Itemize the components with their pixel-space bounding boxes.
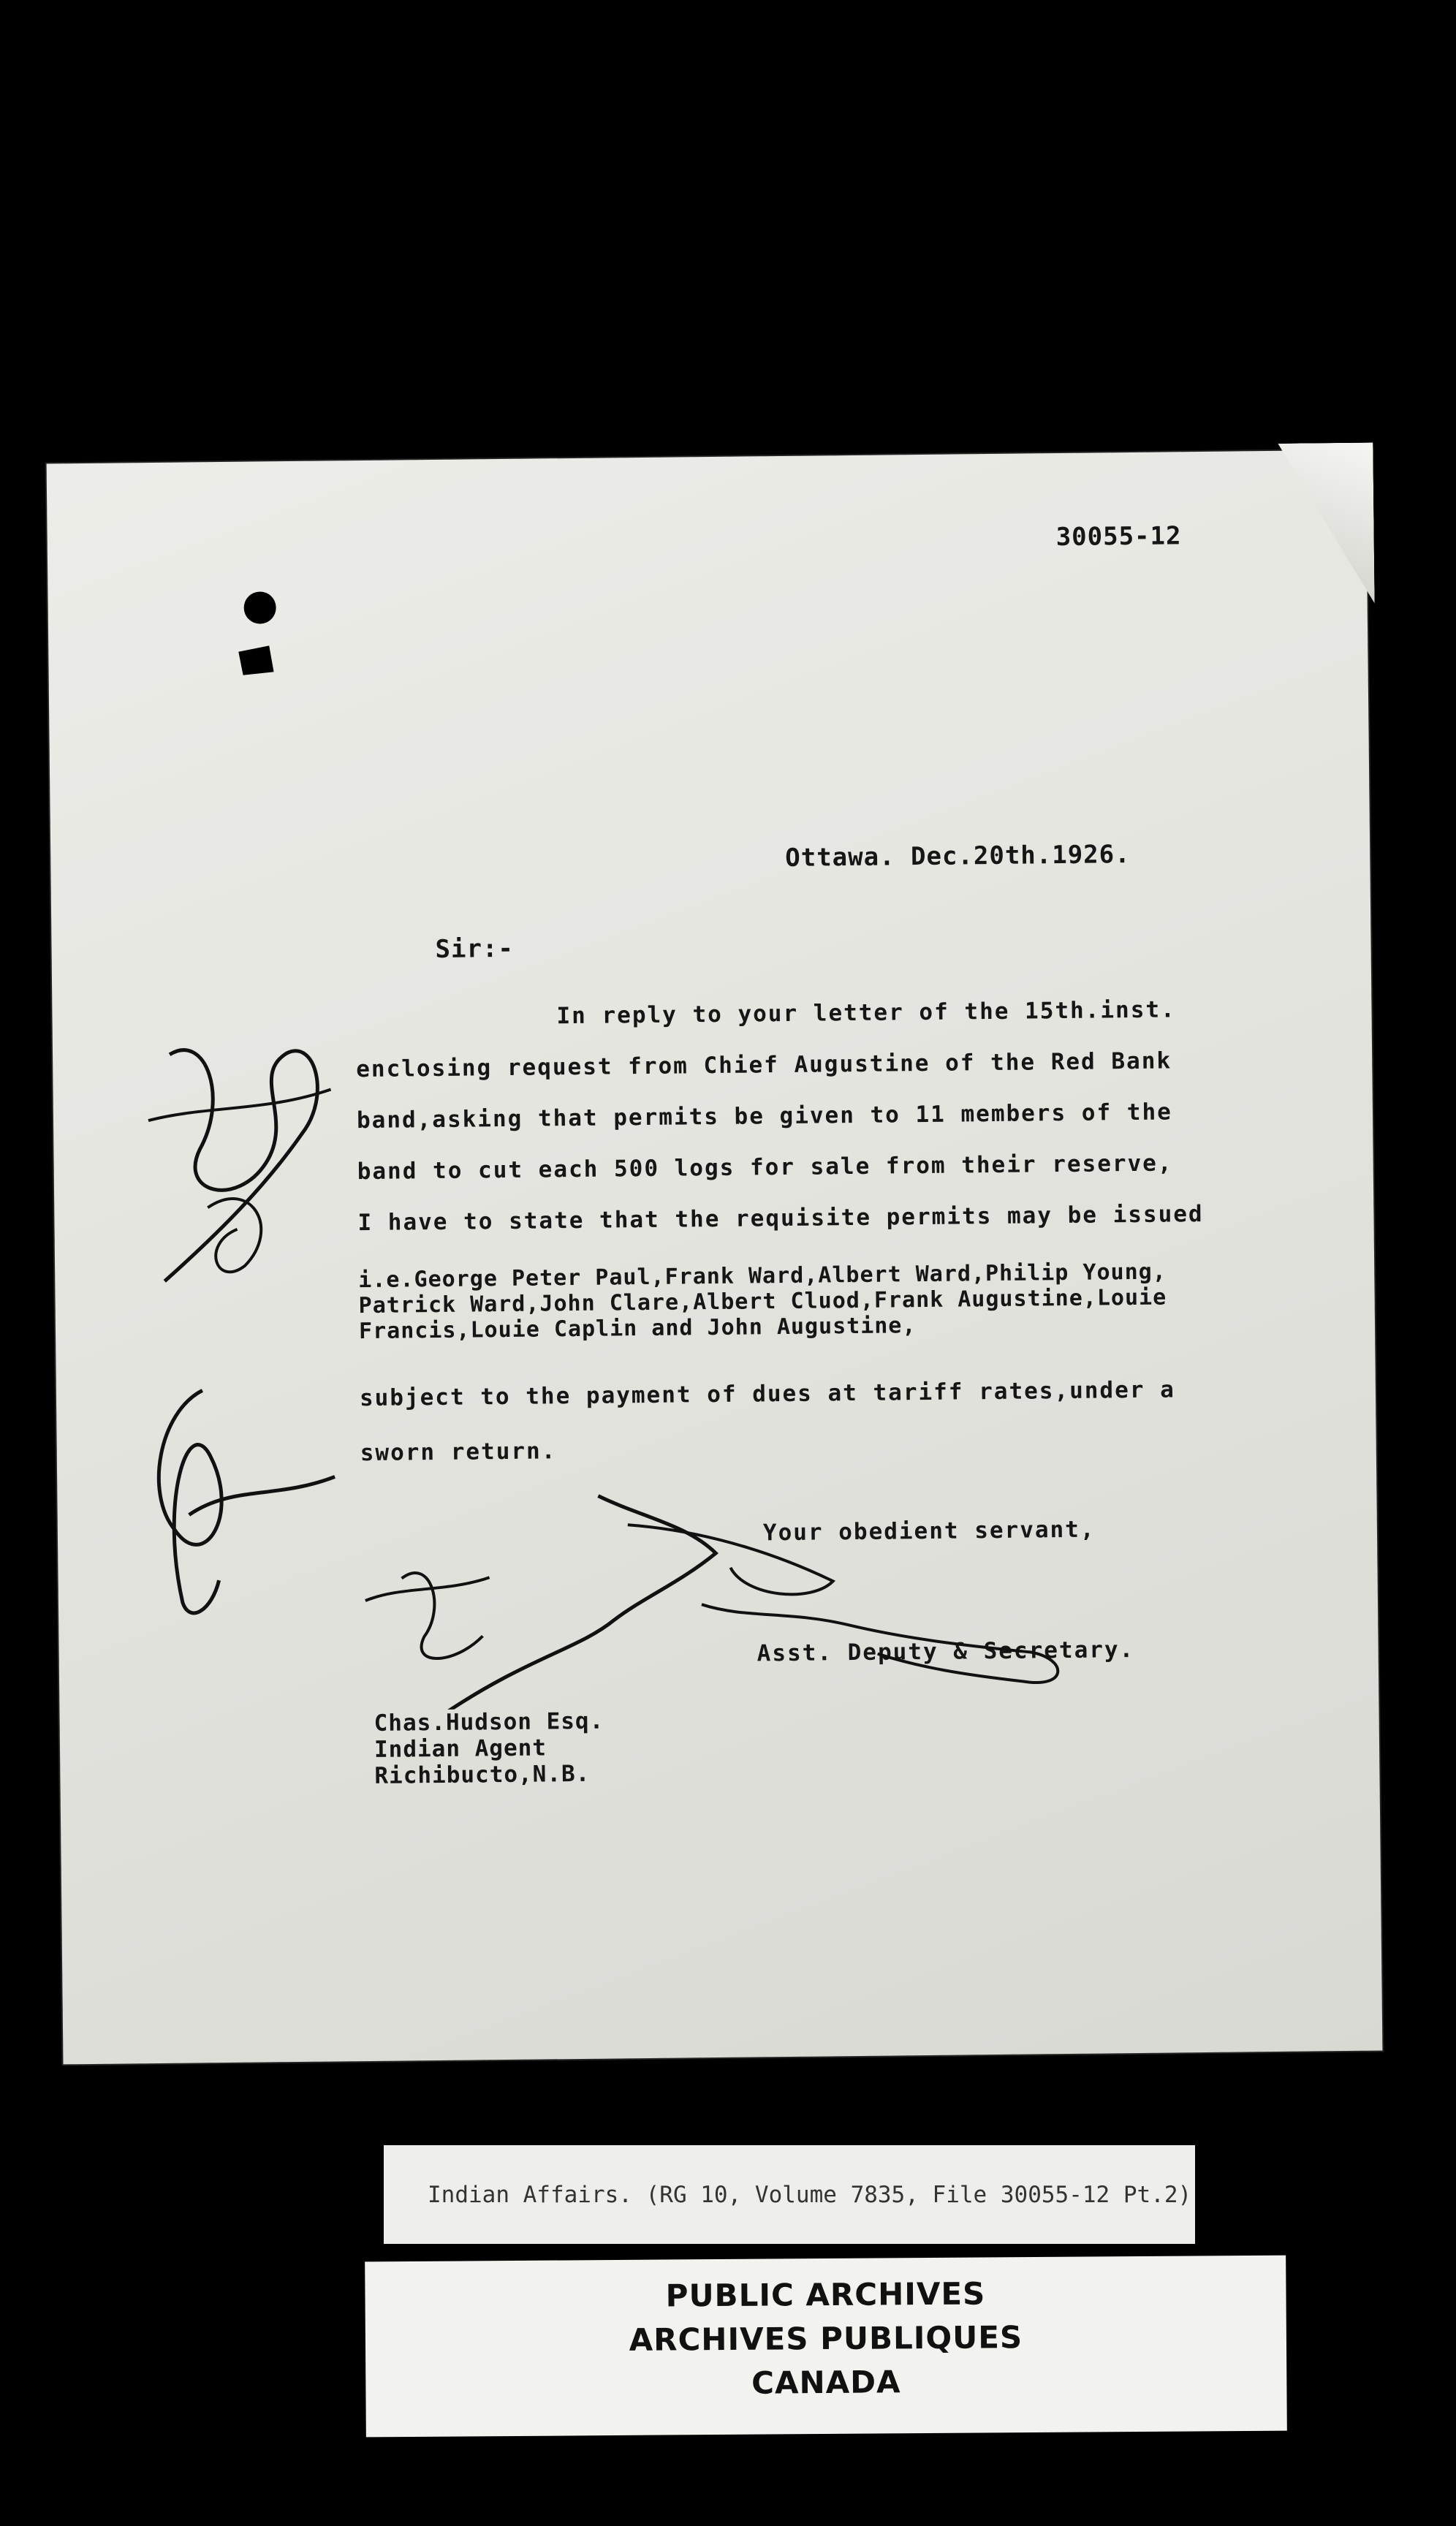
complimentary-close: Your obedient servant, [762,1516,1096,1547]
address-line: Indian Agent [374,1734,547,1763]
address-line: Richibucto,N.B. [374,1760,591,1789]
body-line: enclosing request from Chief Augustine of the Red Bank [356,1047,1172,1083]
date-line: Ottawa. Dec.20th.1926. [785,840,1131,873]
letter-page [47,450,1383,2065]
body-line: band to cut each 500 logs for sale from their reserve, [357,1150,1173,1186]
stamp-line: CANADA [751,2364,901,2401]
names-line: Patrick Ward,John Clare,Albert Cluod,Frank Augustine,Louie [358,1284,1167,1319]
body-line: subject to the payment of dues at tariff rates,under a [359,1376,1175,1412]
body-line: In reply to your letter of the 15th.inst. [556,996,1176,1030]
handwritten-mark [115,1367,359,1632]
archive-reference: Indian Affairs. (RG 10, Volume 7835, File 30055-12 Pt.2) [428,2182,1192,2208]
body-line: I have to state that the requisite permits may be issued [357,1200,1204,1237]
address-line: Chas.Hudson Esq. [374,1707,604,1737]
names-line: i.e.George Peter Paul,Frank Ward,Albert Ward,Philip Young, [358,1259,1167,1294]
file-number: 30055-12 [1055,521,1182,553]
body-line: sworn return. [360,1438,557,1467]
signature-title: Asst. Deputy & Secretary. [757,1636,1135,1667]
body-line: band,asking that permits be given to 11 members of the [356,1099,1172,1134]
archive-reference-label [384,2145,1195,2244]
archive-stamp [365,2256,1287,2438]
names-line: Francis,Louie Caplin and John Augustine, [358,1313,917,1345]
folded-corner [1278,443,1374,604]
stamp-line: ARCHIVES PUBLIQUES [629,2319,1023,2358]
signature [335,1468,1214,1711]
punch-holes [216,585,304,681]
handwritten-initials [118,987,369,1297]
stamp-line: PUBLIC ARCHIVES [665,2275,986,2314]
salutation: Sir:- [435,933,515,964]
